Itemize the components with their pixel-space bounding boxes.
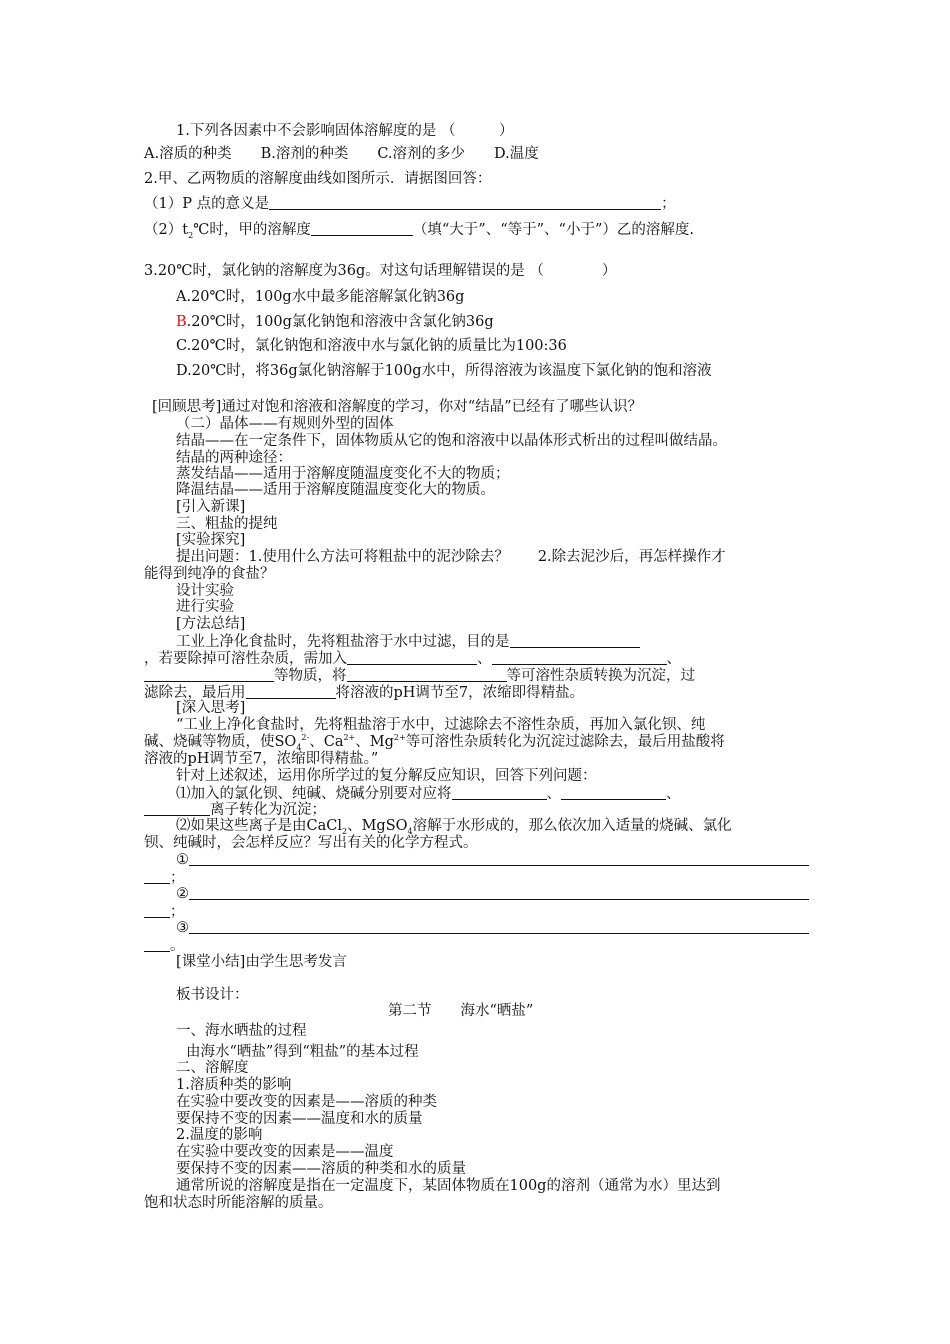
- method-line-3-text-b: 等可溶性杂质转换为沉淀，过: [506, 668, 695, 684]
- q3-option-b-letter: B: [176, 314, 187, 330]
- review-line-11: 能得到纯净的食盐？: [144, 566, 275, 582]
- board-line-6: 要保持不变的因素——温度和水的质量: [176, 1111, 423, 1127]
- q1-stem: 1.下列各因素中不会影响固体溶解度的是 （ ）: [176, 123, 514, 139]
- deep-blank-ion-2: [561, 785, 666, 800]
- review-line-10: 提出问题：1.使用什么方法可将粗盐中的泥沙除去？ 2.除去泥沙后，再怎样操作才: [176, 549, 726, 565]
- q2-part2: [144, 221, 694, 239]
- deep-line-7-text-c: 溶解于水形成的，那么依次加入适量的烧碱、氯化: [412, 818, 732, 834]
- review-line-9: [实验探究]: [176, 532, 246, 548]
- q2-stem: 2.甲、乙两物质的溶解度曲线如图所示．请据图回答：: [144, 171, 492, 187]
- board-line-1: 一、海水晒盐的过程: [176, 1023, 307, 1039]
- board-title: 第二节 海水“晒盐”: [388, 1003, 534, 1019]
- deep-calcium-sup: 2+: [343, 733, 356, 743]
- deep-sulfate-sub: 4: [296, 742, 302, 752]
- equation-end-3: 。: [170, 938, 185, 954]
- review-line-6: 降温结晶——适用于溶解度随温度变化大的物质。: [176, 482, 495, 498]
- method-blank-purpose: [510, 633, 640, 648]
- deep-line-2-text-b: 、Ca: [309, 734, 344, 750]
- review-line-13: 进行实验: [176, 599, 234, 615]
- q2-part1-blank: [269, 195, 661, 210]
- class-summary: [课堂小结]由学生思考发言: [176, 954, 347, 970]
- method-blank-reagent-1: [347, 650, 477, 665]
- review-line-14: [方法总结]: [176, 616, 246, 632]
- review-line-12: 设计实验: [176, 583, 234, 599]
- deep-line-1: “工业上净化食盐时，先将粗盐溶于水中，过滤除去不溶性杂质，再加入氯化钡、纯: [176, 717, 706, 733]
- method-sep-2: 、: [666, 651, 681, 667]
- board-line-2: 由海水“晒盐”得到“粗盐”的基本过程: [186, 1044, 419, 1060]
- deep-sep-2: 、: [666, 786, 681, 802]
- deep-sep-1: 、: [546, 786, 561, 802]
- deep-line-4: 针对上述叙述，运用你所学过的复分解反应知识，回答下列问题：: [176, 768, 597, 784]
- deep-blank-ion-1: [452, 785, 547, 800]
- equation-blank-3b: [144, 937, 170, 952]
- deep-line-7: [176, 818, 732, 835]
- board-line-8: 在实验中要改变的因素是——温度: [176, 1144, 394, 1160]
- equation-blank-2a: [189, 885, 809, 900]
- method-line-5: [深入思考]: [176, 700, 246, 716]
- deep-line-5-text: ⑴加入的氯化钡、纯碱、烧碱分别要对应将: [176, 786, 452, 802]
- q2-part1-prefix: （1）P 点的意义是: [144, 196, 270, 212]
- deep-line-8: 钡、纯碱时，会怎样反应？写出有关的化学方程式。: [144, 835, 478, 851]
- deep-cacl2-sub: 2: [341, 826, 348, 836]
- equation-line-1: [176, 851, 809, 869]
- equation-blank-1a: [189, 851, 809, 866]
- method-blank-reagent-3: [144, 667, 274, 682]
- deep-line-6-text: 离子转化为沉淀；: [210, 802, 326, 818]
- equation-blank-1b: [144, 869, 170, 884]
- board-line-11: 饱和状态时所能溶解的质量。: [144, 1195, 333, 1211]
- deep-line-3: 溶液的pH调节至7，浓缩即得精盐。”: [144, 751, 379, 767]
- method-sep-1: 、: [477, 651, 492, 667]
- method-line-3: [144, 667, 695, 685]
- method-line-2: [144, 650, 681, 668]
- q3-option-c: C.20℃时，氯化钠饱和溶液中水与氯化钠的质量比为100:36: [176, 338, 567, 354]
- board-line-5: 在实验中要改变的因素是——溶质的种类: [176, 1094, 437, 1110]
- method-line-4-text-b: 将溶液的pH调节至7，浓缩即得精盐。: [335, 685, 585, 701]
- equation-end-1: ；: [170, 870, 185, 886]
- deep-line-2: [144, 734, 725, 751]
- method-line-1-text: 工业上净化食盐时，先将粗盐溶于水中过滤，目的是: [176, 634, 510, 650]
- q2-part2-sub: 2: [188, 230, 194, 240]
- q1-options: A.溶质的种类 B.溶剂的种类 C.溶剂的多少 D.温度: [144, 146, 539, 162]
- deep-line-7-text-a: ⑵如果这些离子是由CaCl: [176, 818, 342, 834]
- q2-part1-suffix: ；: [661, 196, 676, 212]
- circle-3-marker: ③: [176, 920, 189, 936]
- deep-line-2-text-d: 等可溶性杂质转化为沉淀过滤除去，最后用盐酸将: [405, 734, 725, 750]
- q2-part2-prefix: （2）t: [144, 222, 189, 238]
- deep-line-2-text-a: 碱、烧碱等物质，使SO: [144, 734, 297, 750]
- q3-option-b-text: .20℃时，100g氯化钠饱和溶液中含氯化钠36g: [186, 314, 494, 330]
- q2-part1: [144, 195, 676, 213]
- board-label: 板书设计：: [176, 987, 249, 1003]
- q3-option-a: A.20℃时，100g水中最多能溶解氯化钠36g: [176, 289, 465, 305]
- deep-sulfate-sup: 2-: [301, 733, 310, 743]
- review-line-7: [引入新课]: [176, 499, 246, 515]
- deep-line-7-text-b: 、MgSO: [347, 818, 408, 834]
- review-line-8: 三、粗盐的提纯: [176, 516, 278, 532]
- method-line-4-text-a: 滤除去，最后用: [144, 685, 246, 701]
- q2-part2-suffix: （填“大于”、“等于”、“小于”）乙的溶解度.: [412, 222, 694, 238]
- review-line-4: 结晶的两种途径：: [176, 450, 292, 466]
- method-blank-impurities: [347, 667, 507, 682]
- deep-line-2-text-c: 、Mg: [355, 734, 394, 750]
- board-line-10: 通常所说的溶解度是指在一定温度下，某固体物质在100g的溶剂（通常为水）里达到: [176, 1178, 721, 1194]
- equation-end-2: ；: [170, 904, 185, 920]
- review-line-2: （二）晶体——有规则外型的固体: [176, 416, 394, 432]
- q2-part2-blank: [311, 221, 413, 236]
- deep-blank-ion-3: [144, 801, 210, 816]
- deep-magnesium-sup: 2+: [393, 733, 406, 743]
- q2-part2-mid: ℃时，甲的溶解度: [193, 222, 311, 238]
- method-line-1: [176, 633, 640, 651]
- equation-blank-3a: [189, 919, 809, 934]
- q3-option-d: D.20℃时，将36g氯化钠溶解于100g水中，所得溶液为该温度下氯化钠的饱和溶液: [176, 363, 712, 379]
- method-line-3-text-a: 等物质，将: [274, 668, 347, 684]
- method-line-2-text: ，若要除掉可溶性杂质，需加入: [144, 651, 347, 667]
- board-line-9: 要保持不变的因素——溶质的种类和水的质量: [176, 1161, 466, 1177]
- board-line-7: 2.温度的影响: [176, 1127, 263, 1143]
- review-line-3: 结晶——在一定条件下，固体物质从它的饱和溶液中以晶体形式析出的过程叫做结晶。: [176, 433, 727, 449]
- board-line-4: 1.溶质种类的影响: [176, 1077, 292, 1093]
- deep-mgso4-sub: 4: [407, 826, 413, 836]
- deep-line-6: [144, 801, 326, 819]
- review-line-5: 蒸发结晶——适用于溶解度随温度变化不大的物质；: [176, 466, 510, 482]
- equation-line-2: [176, 885, 809, 903]
- review-line-1: [回顾思考]通过对饱和溶液和溶解度的学习，你对“结晶”已经有了哪些认识？: [152, 399, 643, 415]
- q3-option-b: [176, 313, 494, 331]
- method-blank-acid: [246, 684, 336, 699]
- equation-line-3: [176, 919, 809, 937]
- method-blank-reagent-2: [492, 650, 667, 665]
- q3-stem: 3.20℃时，氯化钠的溶解度为36g。对这句话理解错误的是 （ ）: [144, 263, 617, 279]
- circle-2-marker: ②: [176, 886, 189, 902]
- circle-1-marker: ①: [176, 852, 189, 868]
- equation-blank-2b: [144, 903, 170, 918]
- board-line-3: 二、溶解度: [176, 1060, 249, 1076]
